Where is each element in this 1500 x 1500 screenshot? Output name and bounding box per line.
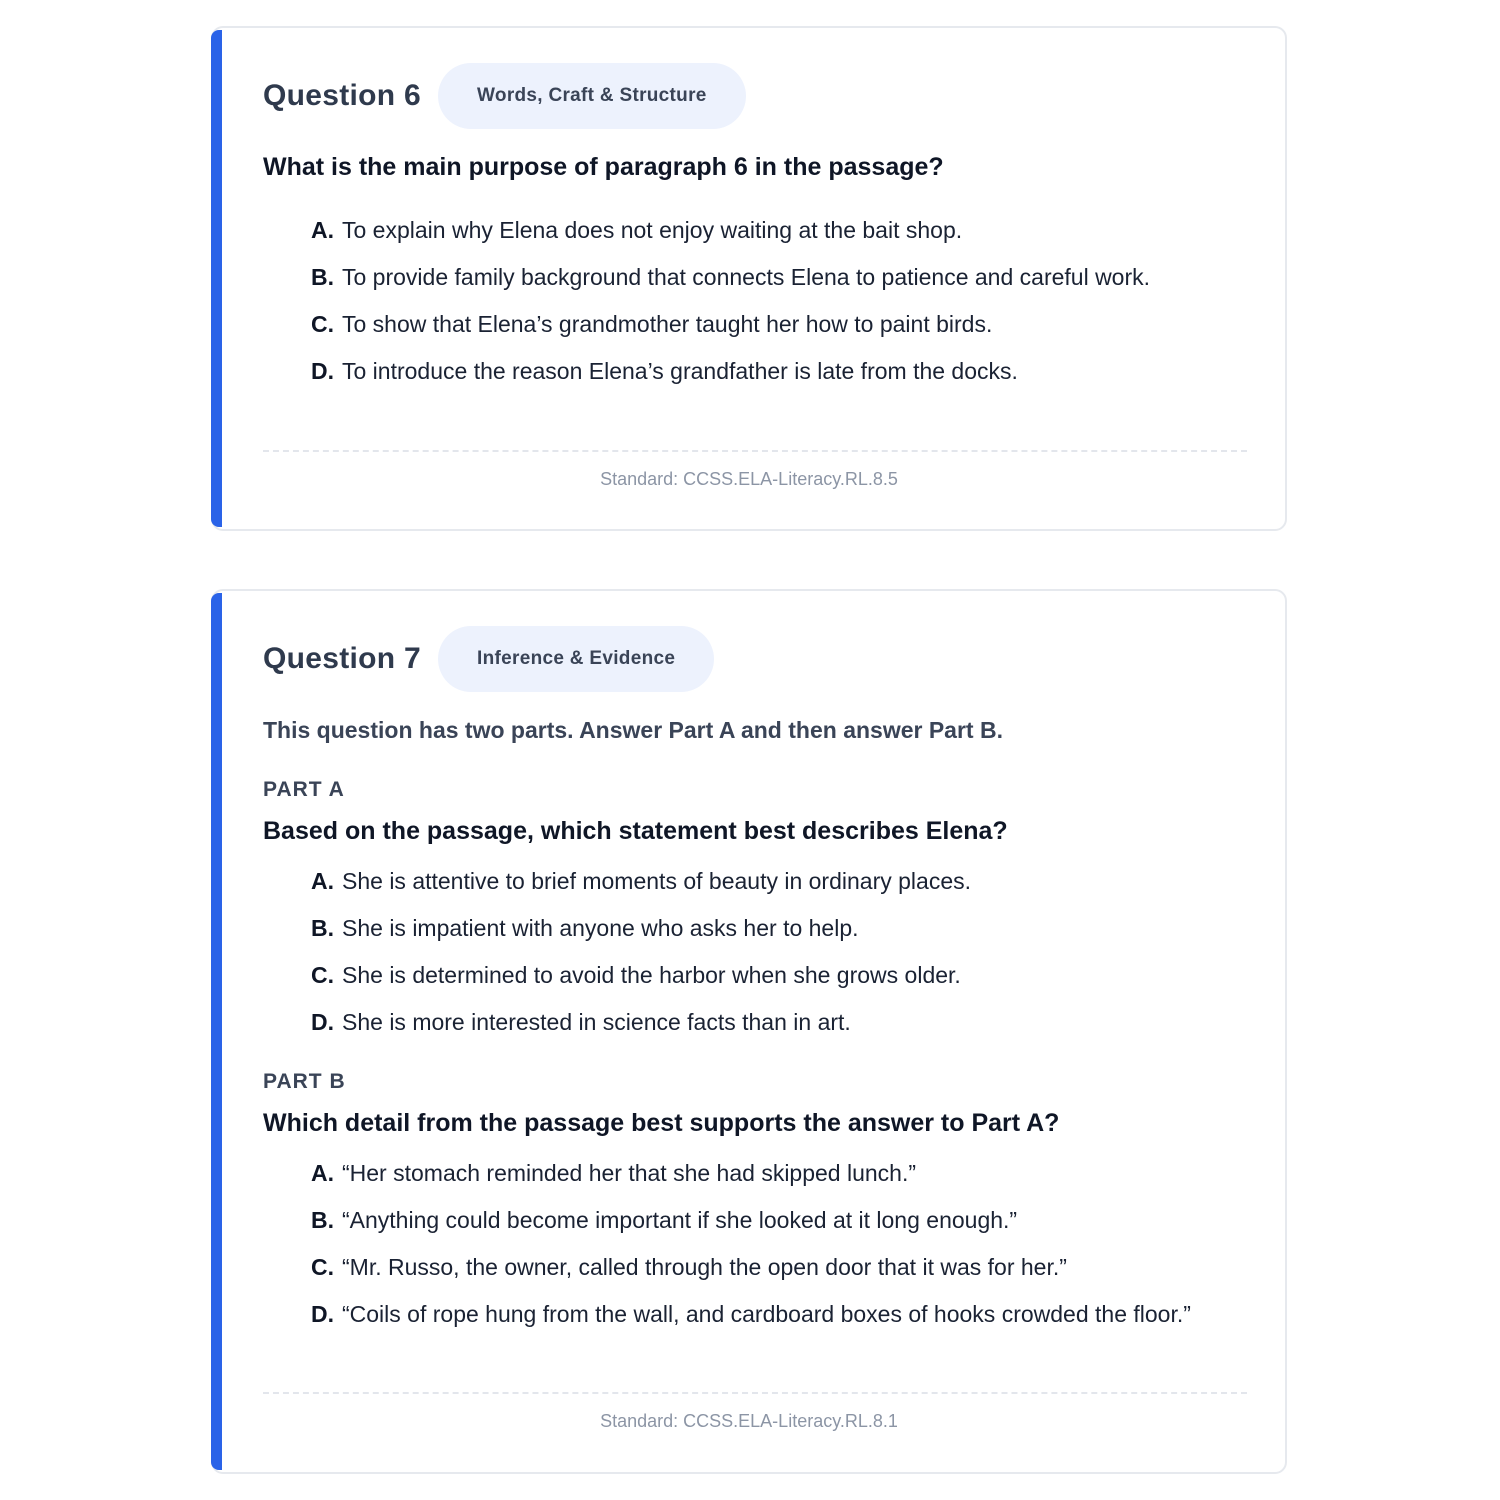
- part-a-options: [311, 864, 1225, 1052]
- option-letter: A.: [311, 1160, 334, 1186]
- question-title: Question 7: [263, 642, 422, 675]
- answer-option[interactable]: [311, 911, 1225, 945]
- option-text: “Her stomach reminded her that she had skipped lunch.”: [342, 1160, 917, 1186]
- option-text: She is more interested in science facts than in art.: [342, 1009, 851, 1035]
- option-letter: D.: [311, 358, 334, 384]
- part-b-label: PART B: [263, 1070, 346, 1093]
- category-badge: Words, Craft & Structure: [438, 63, 746, 129]
- answer-option[interactable]: [311, 1156, 1225, 1190]
- standard-label: Standard: CCSS.ELA-Literacy.RL.8.5: [600, 469, 898, 489]
- card-accent-bar: [211, 593, 222, 1470]
- option-text: “Mr. Russo, the owner, called through the open door that it was for her.”: [342, 1254, 1067, 1280]
- answer-option[interactable]: [311, 307, 1225, 341]
- question-card: [211, 589, 1287, 1474]
- option-letter: C.: [311, 311, 334, 337]
- answer-option[interactable]: [311, 1005, 1225, 1039]
- option-text: To provide family background that connects Elena to patience and careful work.: [342, 264, 1151, 290]
- card-accent-bar: [211, 30, 222, 527]
- part-a-label: PART A: [263, 778, 345, 801]
- answer-option[interactable]: [311, 354, 1225, 388]
- answer-option[interactable]: [311, 958, 1225, 992]
- option-letter: C.: [311, 1254, 334, 1280]
- standard-label: Standard: CCSS.ELA-Literacy.RL.8.1: [600, 1411, 898, 1431]
- option-text: “Anything could become important if she looked at it long enough.”: [342, 1207, 1018, 1233]
- option-text: To show that Elena’s grandmother taught her how to paint birds.: [342, 311, 993, 337]
- answer-option[interactable]: [311, 1250, 1225, 1284]
- option-letter: A.: [311, 217, 334, 243]
- divider: [263, 450, 1247, 452]
- question-instructions: This question has two parts. Answer Part A and then answer Part B.: [263, 717, 1003, 743]
- part-b-prompt: Which detail from the passage best supports the answer to Part A?: [263, 1109, 1060, 1137]
- divider: [263, 1392, 1247, 1394]
- part-b-options: [311, 1156, 1225, 1344]
- option-letter: B.: [311, 264, 334, 290]
- option-letter: B.: [311, 915, 334, 941]
- option-text: She is impatient with anyone who asks her to help.: [342, 915, 859, 941]
- answer-option[interactable]: [311, 864, 1225, 898]
- option-letter: A.: [311, 868, 334, 894]
- answer-option[interactable]: [311, 1297, 1225, 1331]
- option-text: She is attentive to brief moments of beauty in ordinary places.: [342, 868, 971, 894]
- option-text: She is determined to avoid the harbor when she grows older.: [342, 962, 961, 988]
- answer-options: [311, 213, 1225, 401]
- option-text: To introduce the reason Elena’s grandfather is late from the docks.: [342, 358, 1018, 384]
- question-prompt: What is the main purpose of paragraph 6 in the passage?: [263, 153, 944, 181]
- answer-option[interactable]: [311, 213, 1225, 247]
- question-title: Question 6: [263, 79, 422, 112]
- option-text: “Coils of rope hung from the wall, and cardboard boxes of hooks crowded the floor.”: [342, 1301, 1191, 1327]
- option-letter: D.: [311, 1009, 334, 1035]
- answer-option[interactable]: [311, 260, 1225, 294]
- option-text: To explain why Elena does not enjoy waiting at the bait shop.: [342, 217, 963, 243]
- category-badge: Inference & Evidence: [438, 626, 714, 692]
- question-card: [211, 26, 1287, 531]
- answer-option[interactable]: [311, 1203, 1225, 1237]
- question-header: [263, 63, 746, 129]
- option-letter: B.: [311, 1207, 334, 1233]
- option-letter: C.: [311, 962, 334, 988]
- question-header: [263, 626, 714, 692]
- option-letter: D.: [311, 1301, 334, 1327]
- part-a-prompt: Based on the passage, which statement best describes Elena?: [263, 817, 1008, 845]
